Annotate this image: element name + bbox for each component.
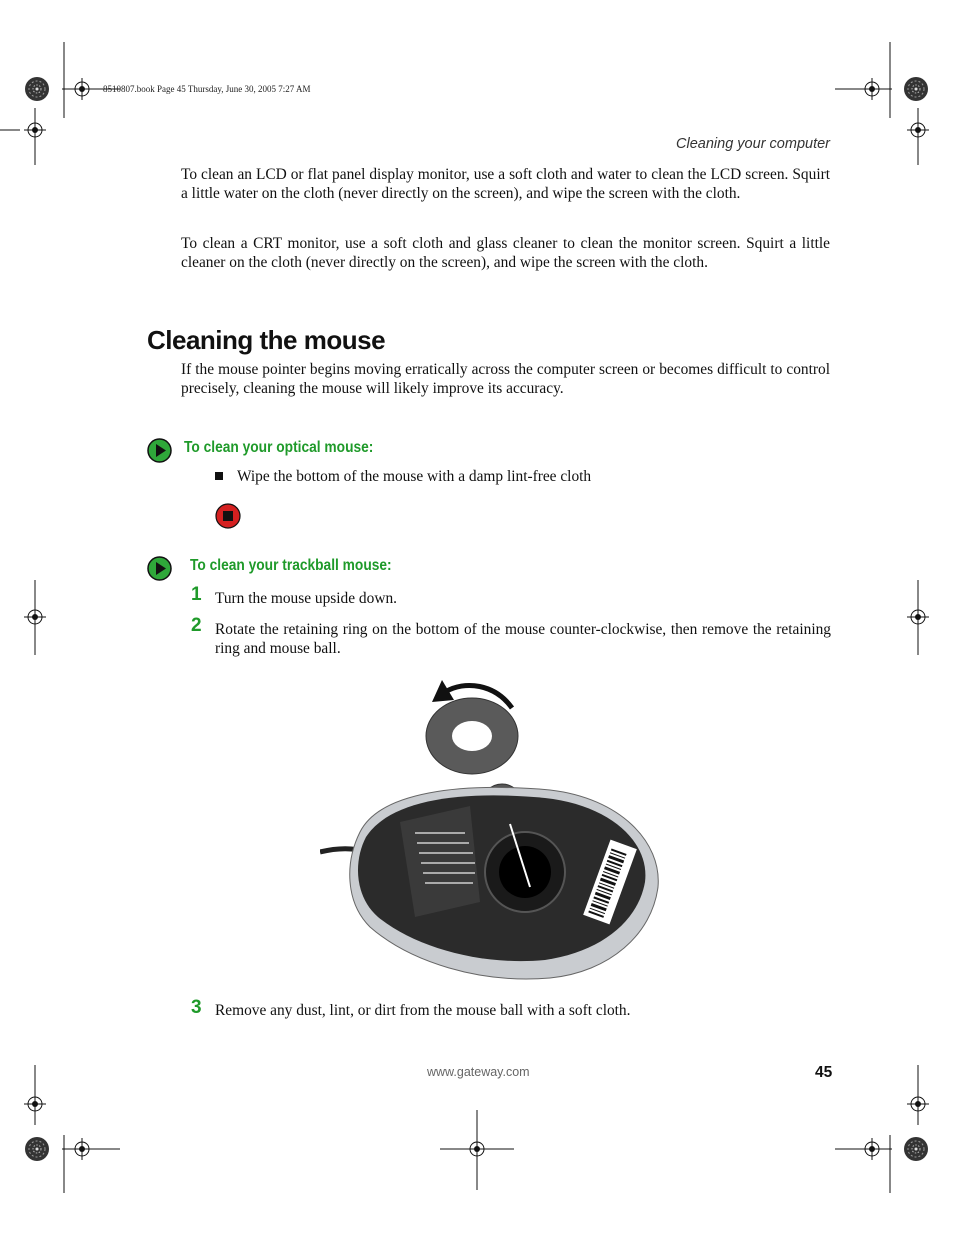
step-text: Remove any dust, lint, or dirt from the mouse ball with a soft cloth. xyxy=(215,1002,631,1019)
page-number: 45 xyxy=(815,1064,833,1081)
print-header: 8510807.book Page 45 Thursday, June 30, 2005 7:27 AM xyxy=(103,84,311,94)
step-text: Turn the mouse upside down. xyxy=(215,590,397,607)
color-target-icon xyxy=(25,1137,49,1161)
section-title: Cleaning the mouse xyxy=(147,325,386,355)
section-intro: If the mouse pointer begins moving erratically across the computer screen or becomes difficult to control precisely, cleaning the mouse will likely improve its accuracy. xyxy=(181,361,830,397)
color-target-icon xyxy=(904,77,928,101)
play-arrow-icon xyxy=(147,438,172,463)
bullet-square xyxy=(215,472,223,480)
color-target-icon xyxy=(25,77,49,101)
footer-url: www.gateway.com xyxy=(427,1065,530,1079)
step-number: 1 xyxy=(191,584,202,605)
running-head: Cleaning your computer xyxy=(676,136,830,152)
paragraph-crt: To clean a CRT monitor, use a soft cloth and glass cleaner to clean the monitor screen. Squirt a little cleaner on the cloth (never directly on the screen), and wipe the screen with the cloth. xyxy=(181,235,830,271)
stop-icon xyxy=(215,503,241,529)
trackball-mouse-illustration xyxy=(320,672,665,984)
paragraph-lcd: To clean an LCD or flat panel display monitor, use a soft cloth and water to clean the LCD screen. Squirt a little water on the cloth (never directly on the screen), and wipe the screen with the cloth. xyxy=(181,166,830,202)
optical-procedure-title: To clean your optical mouse: xyxy=(184,439,374,456)
step-number: 3 xyxy=(191,997,202,1018)
trackball-procedure-title: To clean your trackball mouse: xyxy=(190,557,392,574)
step-number: 2 xyxy=(191,615,202,636)
step-text: Rotate the retaining ring on the bottom of the mouse counter-clockwise, then remove the retaining ring and mouse ball. xyxy=(215,621,831,657)
optical-bullet: Wipe the bottom of the mouse with a damp lint-free cloth xyxy=(237,468,592,485)
color-target-icon xyxy=(904,1137,928,1161)
play-arrow-icon xyxy=(147,556,172,581)
